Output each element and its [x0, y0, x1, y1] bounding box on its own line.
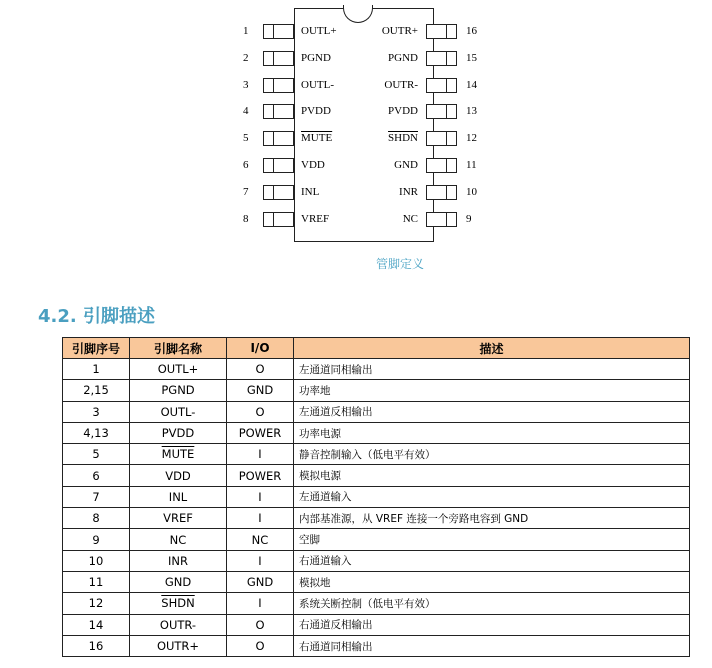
description-cell: 功率电源 — [294, 422, 690, 443]
right-pin-number: 15 — [466, 51, 477, 64]
left-pin-number: 2 — [243, 51, 249, 64]
right-pin-lead — [426, 24, 457, 39]
header-io: I/O — [227, 338, 294, 359]
table-row — [63, 550, 690, 571]
io-cell: POWER — [227, 422, 294, 443]
description-cell: 左通道同相输出 — [294, 359, 690, 380]
table-row — [63, 380, 690, 401]
table-row — [63, 614, 690, 635]
left-pin-label: PGND — [301, 51, 331, 64]
table-header-row — [63, 338, 690, 359]
right-pin-number: 9 — [466, 212, 472, 225]
header-pin-name: 引脚名称 — [130, 338, 227, 359]
pin-number-cell: 5 — [63, 444, 130, 465]
description-cell: 空脚 — [294, 529, 690, 550]
right-pin-label: NC — [402, 212, 418, 225]
table-row — [63, 635, 690, 656]
pin-number-cell: 6 — [63, 465, 130, 486]
pin-number-cell: 14 — [63, 614, 130, 635]
right-pin-label: OUTR- — [384, 78, 418, 91]
left-pin-lead — [263, 104, 294, 119]
left-pin-lead — [263, 51, 294, 66]
description-cell: 模拟电源 — [294, 465, 690, 486]
left-pin-label: MUTE — [301, 132, 333, 145]
ic-package-body — [294, 8, 434, 242]
pin-number-cell: 7 — [63, 486, 130, 507]
left-pin-label: PVDD — [301, 105, 331, 118]
left-pin-lead — [263, 24, 294, 39]
pin-number-cell: 11 — [63, 571, 130, 592]
pin-name-cell: OUTR- — [130, 614, 227, 635]
table-row — [63, 486, 690, 507]
right-pin-lead — [426, 51, 457, 66]
left-pin-lead — [263, 158, 294, 173]
pin-name-cell: OUTL- — [130, 401, 227, 422]
io-cell: NC — [227, 529, 294, 550]
table-row — [63, 508, 690, 529]
io-cell: GND — [227, 380, 294, 401]
description-cell: 静音控制输入（低电平有效） — [294, 444, 690, 465]
pin-name-cell — [130, 593, 227, 614]
pin-number-cell: 1 — [63, 359, 130, 380]
header-pin-number: 引脚序号 — [63, 338, 130, 359]
left-pin-lead — [263, 78, 294, 93]
table-row — [63, 571, 690, 592]
io-cell: O — [227, 359, 294, 380]
left-pin-label: OUTL+ — [301, 25, 337, 37]
active-low-pin-name: MUTE — [161, 447, 195, 462]
pin-name-cell: INR — [130, 550, 227, 571]
right-pin-lead — [426, 104, 457, 119]
right-pin-label: SHDN — [388, 132, 418, 145]
io-cell: O — [227, 614, 294, 635]
left-pin-label: OUTL- — [301, 78, 334, 91]
left-pin-number: 4 — [243, 105, 249, 118]
table-row — [63, 593, 690, 614]
description-cell: 模拟地 — [294, 571, 690, 592]
io-cell: O — [227, 635, 294, 656]
left-pin-number: 6 — [243, 159, 249, 171]
description-cell: 右通道同相输出 — [294, 635, 690, 656]
right-pin-label: INR — [399, 185, 418, 198]
right-pin-number: 16 — [466, 25, 477, 37]
pin-name-cell: GND — [130, 571, 227, 592]
pin-name-cell: PGND — [130, 380, 227, 401]
left-pin-label: VDD — [301, 159, 325, 171]
description-cell: 功率地 — [294, 380, 690, 401]
pin-number-cell: 12 — [63, 593, 130, 614]
right-pin-number: 11 — [466, 159, 477, 171]
right-pin-lead — [426, 185, 457, 200]
description-cell: 右通道反相输出 — [294, 614, 690, 635]
description-cell: 右通道输入 — [294, 550, 690, 571]
right-pin-label: PVDD — [388, 105, 418, 118]
pin-name-cell: NC — [130, 529, 227, 550]
right-pin-label: GND — [394, 159, 418, 171]
pin-name-cell: PVDD — [130, 422, 227, 443]
io-cell: I — [227, 508, 294, 529]
io-cell: I — [227, 593, 294, 614]
right-pin-label: OUTR+ — [381, 25, 418, 37]
right-pin-lead — [426, 212, 457, 227]
pin-description-table — [62, 337, 690, 657]
pin-number-cell: 2,15 — [63, 380, 130, 401]
table-row — [63, 529, 690, 550]
right-pin-label: PGND — [388, 51, 418, 64]
table-row — [63, 465, 690, 486]
pin-number-cell: 3 — [63, 401, 130, 422]
io-cell: POWER — [227, 465, 294, 486]
header-description: 描述 — [294, 338, 690, 359]
pin-name-cell: INL — [130, 486, 227, 507]
pin-number-cell: 10 — [63, 550, 130, 571]
active-low-pin-name: SHDN — [161, 596, 195, 611]
right-pin-number: 10 — [466, 185, 477, 198]
table-row — [63, 401, 690, 422]
right-pin-lead — [426, 78, 457, 93]
left-pin-number: 3 — [243, 78, 249, 91]
io-cell: I — [227, 486, 294, 507]
description-cell: 左通道输入 — [294, 486, 690, 507]
pin-name-cell: VDD — [130, 465, 227, 486]
io-cell: GND — [227, 571, 294, 592]
pin-name-cell: VREF — [130, 508, 227, 529]
io-cell: O — [227, 401, 294, 422]
pin-name-cell: OUTL+ — [130, 359, 227, 380]
left-pin-lead — [263, 212, 294, 227]
pin-number-cell: 9 — [63, 529, 130, 550]
right-pin-lead — [426, 131, 457, 146]
left-pin-label: VREF — [301, 212, 330, 225]
description-cell: 内部基准源，从 VREF 连接一个旁路电容到 GND — [294, 508, 690, 529]
left-pin-number: 7 — [243, 185, 249, 198]
io-cell: I — [227, 444, 294, 465]
right-pin-number: 13 — [466, 105, 477, 118]
pin-name-cell: OUTR+ — [130, 635, 227, 656]
left-pin-lead — [263, 185, 294, 200]
right-pin-number: 12 — [466, 132, 477, 145]
io-cell: I — [227, 550, 294, 571]
description-cell: 系统关断控制（低电平有效） — [294, 593, 690, 614]
diagram-caption: 管脚定义 — [376, 257, 425, 271]
table-row — [63, 444, 690, 465]
right-pin-lead — [426, 158, 457, 173]
left-pin-lead — [263, 131, 294, 146]
description-cell: 左通道反相输出 — [294, 401, 690, 422]
pin-number-cell: 16 — [63, 635, 130, 656]
pin-number-cell: 4,13 — [63, 422, 130, 443]
right-pin-number: 14 — [466, 78, 477, 91]
table-row — [63, 359, 690, 380]
left-pin-number: 1 — [243, 25, 249, 37]
left-pin-number: 8 — [243, 212, 249, 225]
pin-name-cell — [130, 444, 227, 465]
left-pin-number: 5 — [243, 132, 249, 145]
pin-number-cell: 8 — [63, 508, 130, 529]
left-pin-label: INL — [301, 185, 320, 198]
table-row — [63, 422, 690, 443]
section-title: 4.2. 引脚描述 — [38, 306, 155, 327]
